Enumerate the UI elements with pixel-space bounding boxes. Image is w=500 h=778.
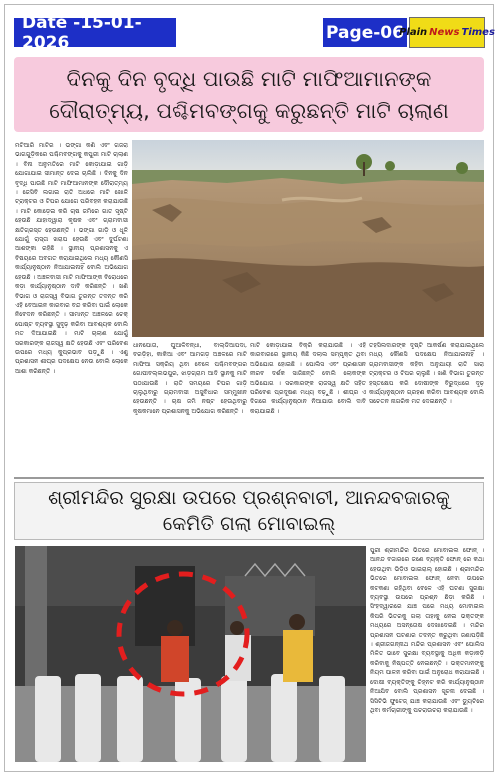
story1-column-mid-1: ଧାନପୋତା, ଘୁଆଳିବନ୍ଧା, ବାଲ୍ଡିଆପଦା, ବରଡ଼ିହା, କାକିଆ ଏବଂ ଆମଗଡ଼ ଅଞ୍ଚଳରେ ମାଟି ମାଫିଆ ସକ୍ରିୟ ଥିବା ବେଳେ ପଶ୍ଚିମବଙ୍ଗର ଗୋପୀବଲ୍ଲଭପୁର, ଝାଡ଼ଗ୍ରାମ ଆଦି ସ୍ଥାନକୁ ମାଟି ପଠାଯାଉଛି । ରାତି ସମୟରେ ଟିପର ଗାଡ଼ି ଚାଲୁଥିବାରୁ ଗ୍ରାମବାସୀ ଅସୁବିଧାର ସମ୍ମୁଖୀନ ହେଉଛନ୍ତି । ଚାଷ ଜମି ନଷ୍ଟ ହେଉଥିବାରୁ କୃଷକମାନେ ପ୍ରଶାସନକୁ ଅଭିଯୋଗ କରିଛନ୍ତି । [133,342,247,415]
logo-word-2: News [429,27,460,38]
logo-word-1: Plain [399,27,428,38]
story2-headline: ଶ୍ରୀମନ୍ଦିର ସୁରକ୍ଷା ଉପରେ ପ୍ରଶ୍ନବାଚୀ, ଆନନ୍ଦବଜାରକୁ କେମିତି ଗଲା ମୋବାଇଲ୍ [14,482,484,540]
story1-column-mid-3: ତହସିଲଦାରଙ୍କ ଦୃଷ୍ଟି ଆକର୍ଷଣ କରାଯାଇଥିଲେ ମଧ୍ୟ କୌଣସି ପଦକ୍ଷେପ ନିଆଯାଇନାହିଁ । ଗ୍ରାମବାସୀଙ୍କ କହିବା ଅନୁଯାୟୀ ରାତି ସାରା ଟ୍ରାକ୍ଟର ଓ ଟିପର ଚାଲୁଛି । ଖଣି ବିଭାଗ ତୁରନ୍ତ ହସ୍ତକ୍ଷେପ କରି ଦୋଷୀଙ୍କ ବିରୁଦ୍ଧରେ ଦୃଢ଼ କାର୍ଯ୍ୟାନୁଷ୍ଠାନ ଗ୍ରହଣ କରିବା ଆବଶ୍ୟକ ବୋଲି ସଚେତନ ନାଗରିକ ମତ ଦେଇଛନ୍ତି । [369,342,484,406]
soil-excavation-photo [132,140,484,337]
newspaper-logo [399,17,495,48]
story2-column-right: ପୁରୀ ଶ୍ରୀମନ୍ଦିର ଭିତରେ ମୋବାଇଲ ଫୋନ୍ । ଆନନ୍ଦ ବଜାରରେ ଜଣେ ବ୍ୟକ୍ତି ଫୋନ୍ ରେ କଥା ହେଉଥିବା ଭିଡ଼ିଓ ଭାଇରାଲ୍ ହୋଇଛି । ଶ୍ରୀମନ୍ଦିର ଭିତରେ ମୋବାଇଲ ଫୋନ୍ ନେବା ଉପରେ କଟକଣା ରହିଥିବା ବେଳେ ଏହି ଘଟଣା ସୁରକ୍ଷା ବ୍ୟବସ୍ଥା ଉପରେ ପ୍ରଶ୍ନ ଛିଡ଼ା କରିଛି । ସିଂହଦ୍ୱାରରେ ଯାଞ୍ଚ ପରେ ମଧ୍ୟ ମୋବାଇଲ କିପରି ଭିତରକୁ ଗଲା ତାହାକୁ ନେଇ ଭକ୍ତଙ୍କ ମଧ୍ୟରେ ଅସନ୍ତୋଷ ଦେଖାଦେଇଛି । ମନ୍ଦିର ପ୍ରଶାସନ ଘଟଣାର ତଦନ୍ତ କରୁଥିବା ଜଣାପଡ଼ିଛି । ଶ୍ରୀଜଗନ୍ନାଥ ମନ୍ଦିର ପ୍ରଶାସନ ଏବଂ ପୋଲିସ ମିଳିତ ଭାବେ ସୁରକ୍ଷା ବ୍ୟବସ୍ଥାକୁ ଅଧିକ କଡ଼ାକଡ଼ି କରିବାକୁ ନିଷ୍ପତ୍ତି ନେଇଛନ୍ତି । ଭକ୍ତମାନଙ୍କୁ ନିୟମ ପାଳନ କରିବା ପାଇଁ ଅନୁରୋଧ କରାଯାଇଛି । ଦୋଷୀ ବ୍ୟକ୍ତିଙ୍କୁ ଚିହ୍ନଟ କରି କାର୍ଯ୍ୟାନୁଷ୍ଠାନ ନିଆଯିବ ବୋଲି ପ୍ରଶାସନ ସୂଚନା ଦେଇଛି । ସିସିଟିଭି ଫୁଟେଜ୍ ଯାଞ୍ଚ କରାଯାଉଛି ଏବଂ ଡ୍ୟୁଟିରେ ଥିବା କର୍ମଚାରୀଙ୍କୁ ପଚରାଉଚରା କରାଯାଉଛି । [370,547,484,714]
temple-corridor-photo [15,546,366,762]
story1-column-mid-2: ମାଟି କୋଡ଼ାଯାଇ ବିକ୍ରି କରାଯାଉଛି । ଏହି କାରବାରରେ ସ୍ଥାନୀୟ କିଛି ଦଲାଲ ସମ୍ପୃକ୍ତ ଥିବା ଅଭିଯୋଗ ହୋଇଛି । ପୋଲିସ ଏବଂ ପ୍ରଶାସନ ନୀରବ ଦର୍ଶକ ସାଜିଛନ୍ତି ବୋଲି ଲୋକଙ୍କ ଅଭିଯୋଗ । ସରକାରଙ୍କ ରାଜସ୍ୱ କ୍ଷତି ସହିତ ପରିବେଶ ପ୍ରଦୂଷଣ ମଧ୍ୟ ବଢ଼ୁଛି । ଶୀଘ୍ର ଏ ଦିଗରେ କାର୍ଯ୍ୟାନୁଷ୍ଠାନ ନିଆଯାଉ ବୋଲି ଦାବି କରାଯାଇଛି । [250,342,366,415]
page-number-badge: Page-06 [323,18,407,47]
story-divider [14,477,484,479]
date-badge: Date -15-01-2026 [14,18,176,47]
story1-column-left: ମଟିଆରି ମାଟିର । ଭଙ୍ଗା କଣି ଏବଂ ଗଜରା ଭାଗଗୁଡ଼ିକରେ ପଶ୍ଚିମବଙ୍ଗକୁ କପୁରୀ ମାଟି ଚାଲାଣ । ବିନା ଅନୁମତିରେ ମାଟି କୋଡ଼ାଯାଇ ଗାଡ଼ି ଯୋଗାଯାଇ ସୀମାନ୍ତ ଦେଇ ଚାଲିଛି । ଦିନକୁ ଦିନ ବୃଦ୍ଧି ପାଉଛି ମାଟି ମାଫିଆମାନଙ୍କ ଦୌରାତ୍ମ୍ୟ । ଜେସିବି ଲଗାଇ ରାତି ଅଧରେ ମାଟି ଖୋଳି ଟ୍ରାକ୍ଟର ଓ ଟିପର ଯୋଗେ ପରିବହନ କରାଯାଉଛି । ମାଟି କୋଡ଼େଇ କରି ଚାଷ ଜମିରେ ଗାତ ସୃଷ୍ଟି ହେଉଛି ଯାହାଦ୍ୱାରା କୃଷକ ଏବଂ ଗ୍ରାମବାସୀ କ୍ଷତିଗ୍ରସ୍ତ ହେଉଛନ୍ତି । ଭଙ୍ଗା ଗାଡ଼ି ଓ ଧୂଳି ଯୋଗୁଁ ରାସ୍ତା ଖରାପ ହେଉଛି ଏବଂ ଦୁର୍ଘଟଣା ଆଶଙ୍କା ରହିଛି । ସ୍ଥାନୀୟ ପ୍ରଶାସନକୁ ଏ ବିଷୟରେ ଅବଗତ କରାଯାଇଥିଲେ ମଧ୍ୟ କୌଣସି କାର୍ଯ୍ୟାନୁଷ୍ଠାନ ନିଆଯାଇନାହିଁ ବୋଲି ଅଭିଯୋଗ ହେଉଛି । ଅଞ୍ଚଳବାସୀ ମାଟି ମାଫିଆଙ୍କ ବିରୋଧରେ କଡ଼ା କାର୍ଯ୍ୟାନୁଷ୍ଠାନ ଦାବି କରିଛନ୍ତି । ଖଣି ବିଭାଗ ଓ ରାଜସ୍ୱ ବିଭାଗ ତୁରନ୍ତ ତଦନ୍ତ କରି ଏହି ବେଆଇନ କାରବାର ବନ୍ଦ କରିବା ପାଇଁ ଲୋକେ ନିବେଦନ କରିଛନ୍ତି । ସୀମାନ୍ତ ଅଞ୍ଚଳରେ ଚେକ୍ ପୋଷ୍ଟ ବ୍ୟବସ୍ଥା ସୁଦୃଢ଼ କରିବା ଆବଶ୍ୟକ ବୋଲି ମତ ଦିଆଯାଇଛି । ମାଟି ଚାଲାଣ ଯୋଗୁଁ ସରକାରଙ୍କ ରାଜସ୍ୱ କ୍ଷତି ହେଉଛି ଏବଂ ପରିବେଶ ଉପରେ ମଧ୍ୟ କୁପ୍ରଭାବ ପଡ଼ୁଛି । ଏଣୁ ପ୍ରଶାସନ ଶୀଘ୍ର ପଦକ୍ଷେପ ନେଉ ବୋଲି ଲୋକେ ଆଶା କରିଛନ୍ତି । [15,142,128,375]
logo-word-3: Times [461,27,495,38]
story1-headline: ଦିନକୁ ଦିନ ବୃଦ୍ଧି ପାଉଛି ମାଟି ମାଫିଆମାନଙ୍କ ଦୌରାତ୍ମ୍ୟ, ପଶ୍ଚିମବଙ୍ଗକୁ କରୁଛନ୍ତି ମାଟି ଚାଲାଣ [14,57,484,132]
